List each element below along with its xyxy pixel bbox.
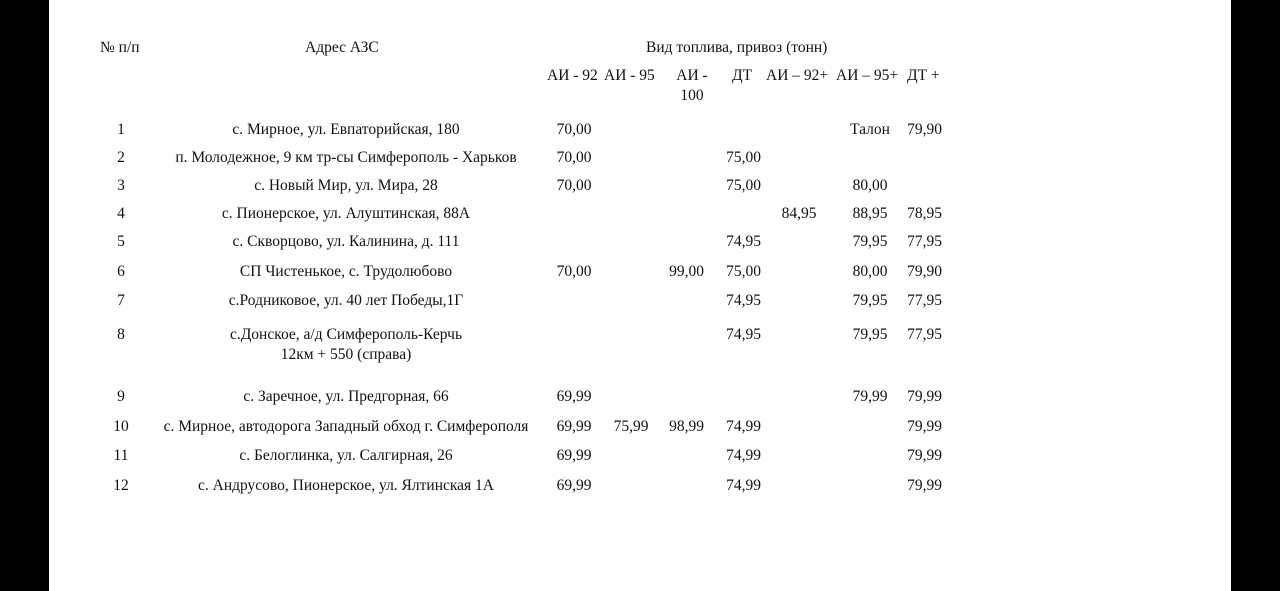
row-number: 2 xyxy=(117,149,125,166)
row-address: с. Андрусово, Пионерское, ул. Ялтинская 1А xyxy=(198,477,494,494)
value-dtplus: 79,99 xyxy=(907,388,942,405)
value-ai95plus: 79,95 xyxy=(852,326,888,343)
row-address: с.Донское, а/д Симферополь-Керчь xyxy=(229,326,463,343)
row-number: 5 xyxy=(117,233,125,250)
value-dtplus: 79,99 xyxy=(907,447,942,464)
value-dt: 74,99 xyxy=(726,477,761,494)
row-address: СП Чистенькое, с. Трудолюбово xyxy=(239,263,453,280)
row-number: 4 xyxy=(117,205,125,222)
row-address: с. Новый Мир, ул. Мира, 28 xyxy=(254,177,438,194)
value-dt: 74,95 xyxy=(726,326,761,343)
row-number: 3 xyxy=(117,177,125,194)
value-dtplus: 79,99 xyxy=(907,418,942,435)
value-ai92: 70,00 xyxy=(556,121,592,138)
row-number: 1 xyxy=(117,121,125,138)
value-dt: 74,95 xyxy=(726,292,761,309)
row-number: 6 xyxy=(117,263,125,280)
value-ai95plus: Талон xyxy=(850,121,890,138)
value-ai92: 69,99 xyxy=(556,447,592,464)
value-dtplus: 77,95 xyxy=(907,233,942,250)
value-dt: 74,95 xyxy=(726,233,761,250)
header-ai100-line1: АИ - xyxy=(676,67,708,84)
header-ai92: АИ - 92 xyxy=(547,67,598,84)
value-ai92: 69,99 xyxy=(556,477,592,494)
value-dtplus: 77,95 xyxy=(907,292,942,309)
row-address: с. Пионерское, ул. Алуштинская, 88А xyxy=(221,205,471,222)
row-address: с. Мирное, автодорога Западный обход г. Симферополя xyxy=(163,418,529,435)
value-ai95plus: 79,99 xyxy=(852,388,888,405)
row-address: п. Молодежное, 9 км тр-сы Симферополь - Харьков xyxy=(175,149,517,166)
value-ai95plus: 80,00 xyxy=(852,177,888,194)
row-address: с. Мирное, ул. Евпаторийская, 180 xyxy=(232,121,460,138)
row-number: 8 xyxy=(117,326,125,343)
value-ai92: 70,00 xyxy=(556,177,592,194)
value-dtplus: 79,90 xyxy=(907,263,942,280)
row-address: с. Скворцово, ул. Калинина, д. 111 xyxy=(232,233,460,250)
row-address: с. Заречное, ул. Предгорная, 66 xyxy=(243,388,449,405)
row-address: с. Белоглинка, ул. Салгирная, 26 xyxy=(239,447,453,464)
value-ai95plus: 80,00 xyxy=(852,263,888,280)
value-dt: 75,00 xyxy=(726,149,761,166)
header-ai100-line2: 100 xyxy=(680,87,704,104)
value-ai100: 99,00 xyxy=(669,263,704,280)
value-ai95plus: 79,95 xyxy=(852,233,888,250)
value-dt: 74,99 xyxy=(726,447,761,464)
row-address-line2: 12км + 550 (справа) xyxy=(280,346,412,363)
value-ai92: 70,00 xyxy=(556,149,592,166)
document-page xyxy=(49,0,1231,591)
row-number: 9 xyxy=(117,388,125,405)
header-ai95plus: АИ – 95+ xyxy=(836,67,899,84)
header-ai95: АИ - 95 xyxy=(604,67,655,84)
row-number: 11 xyxy=(113,447,129,464)
value-dtplus: 79,90 xyxy=(907,121,942,138)
header-address: Адрес АЗС xyxy=(305,39,379,56)
header-ai100 xyxy=(667,66,717,106)
value-ai100: 98,99 xyxy=(669,418,704,435)
row-number: 12 xyxy=(113,477,129,494)
value-ai95: 75,99 xyxy=(613,418,649,435)
header-dtplus: ДТ + xyxy=(907,67,940,84)
value-ai92: 69,99 xyxy=(556,418,592,435)
value-dt: 74,99 xyxy=(726,418,761,435)
row-address: с.Родниковое, ул. 40 лет Победы,1Г xyxy=(228,292,464,309)
value-dt: 75,00 xyxy=(726,177,761,194)
value-ai92: 69,99 xyxy=(556,388,592,405)
value-ai92: 70,00 xyxy=(556,263,592,280)
value-ai92plus: 84,95 xyxy=(781,205,817,222)
header-dt: ДТ xyxy=(732,67,753,84)
value-dt: 75,00 xyxy=(726,263,761,280)
header-number: № п/п xyxy=(100,39,140,56)
value-dtplus: 77,95 xyxy=(907,326,942,343)
value-ai95plus: 88,95 xyxy=(852,205,888,222)
header-fuel-type: Вид топлива, привоз (тонн) xyxy=(646,39,828,56)
value-dtplus: 78,95 xyxy=(907,205,942,222)
row-number: 7 xyxy=(117,292,125,309)
header-ai92plus: АИ – 92+ xyxy=(766,67,829,84)
value-ai95plus: 79,95 xyxy=(852,292,888,309)
value-dtplus: 79,99 xyxy=(907,477,942,494)
row-number: 10 xyxy=(113,418,129,435)
